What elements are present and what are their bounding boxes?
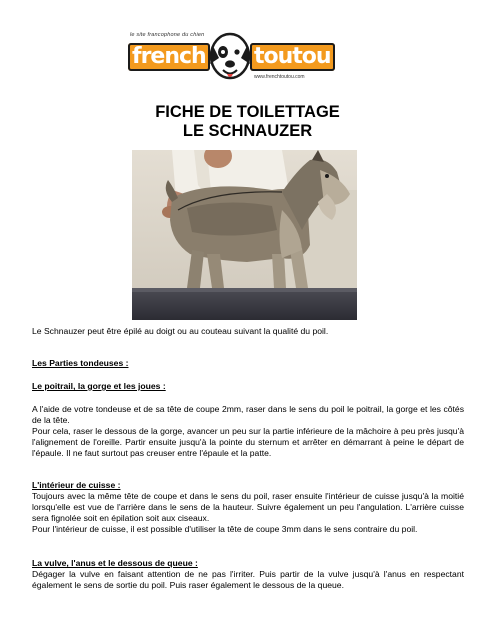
intro-paragraph: Le Schnauzer peut être épilé au doigt ou au couteau suivant la qualité du poil.: [32, 326, 329, 336]
section-heading-poitrail: Le poitrail, la gorge et les joues :: [32, 381, 166, 391]
section-heading-tondeuses: Les Parties tondeuses :: [32, 358, 129, 368]
section-heading-vulve: La vulve, l'anus et le dessous de queue :: [32, 558, 198, 568]
logo-word-toutou: toutou: [250, 43, 335, 71]
logo-word-french: french: [128, 43, 210, 71]
logo-tagline: le site francophone du chien: [130, 32, 205, 38]
dog-mascot-icon: [208, 30, 252, 82]
paragraph-vulve-1: Dégager la vulve en faisant attention de ne pas l'irriter. Puis partir de la vulve jusqu'à l'anus en respectant également le sens de sortie du poil. Puis raser également le dessous de la queue.: [32, 569, 464, 590]
page-subtitle: LE SCHNAUZER: [182, 122, 313, 140]
paragraph-poitrail-2: Pour cela, raser le dessous de la gorge, avancer un peu sur la partie inférieure de la mâchoire à peu près jusqu'à l'alignement de l'oreille. Partir ensuite jusqu'à la pointe du sternum et arrêter en démarrant à peine le départ de l'épaule. Il ne faut surtout pas creuser entre l'épaule et la patte.: [32, 426, 464, 458]
logo-url: www.frenchtoutou.com: [254, 74, 305, 80]
schnauzer-photo: [132, 150, 357, 320]
section-heading-cuisse: L'intérieur de cuisse :: [32, 480, 121, 490]
paragraph-cuisse-1: Toujours avec la même tête de coupe et dans le sens du poil, raser ensuite l'intérieur de cuisse jusqu'à la moitié lorsqu'elle est vue de l'arrière dans le sens de la hauteur. Suivre également un peu l'angulation. L'arrière cuisse sera fignolée soit en épilation soit aux ciseaux.: [32, 491, 464, 523]
paragraph-cuisse-2: Pour l'intérieur de cuisse, il est possible d'utiliser la tête de coupe 3mm dans le sens contraire du poil.: [32, 524, 418, 534]
paragraph-poitrail-1: A l'aide de votre tondeuse et de sa tête de coupe 2mm, raser dans le sens du poil le poitrail, la gorge et les côtés de la tête.: [32, 404, 464, 425]
page-title: FICHE DE TOILETTAGE: [155, 103, 340, 121]
site-logo: [124, 30, 336, 86]
